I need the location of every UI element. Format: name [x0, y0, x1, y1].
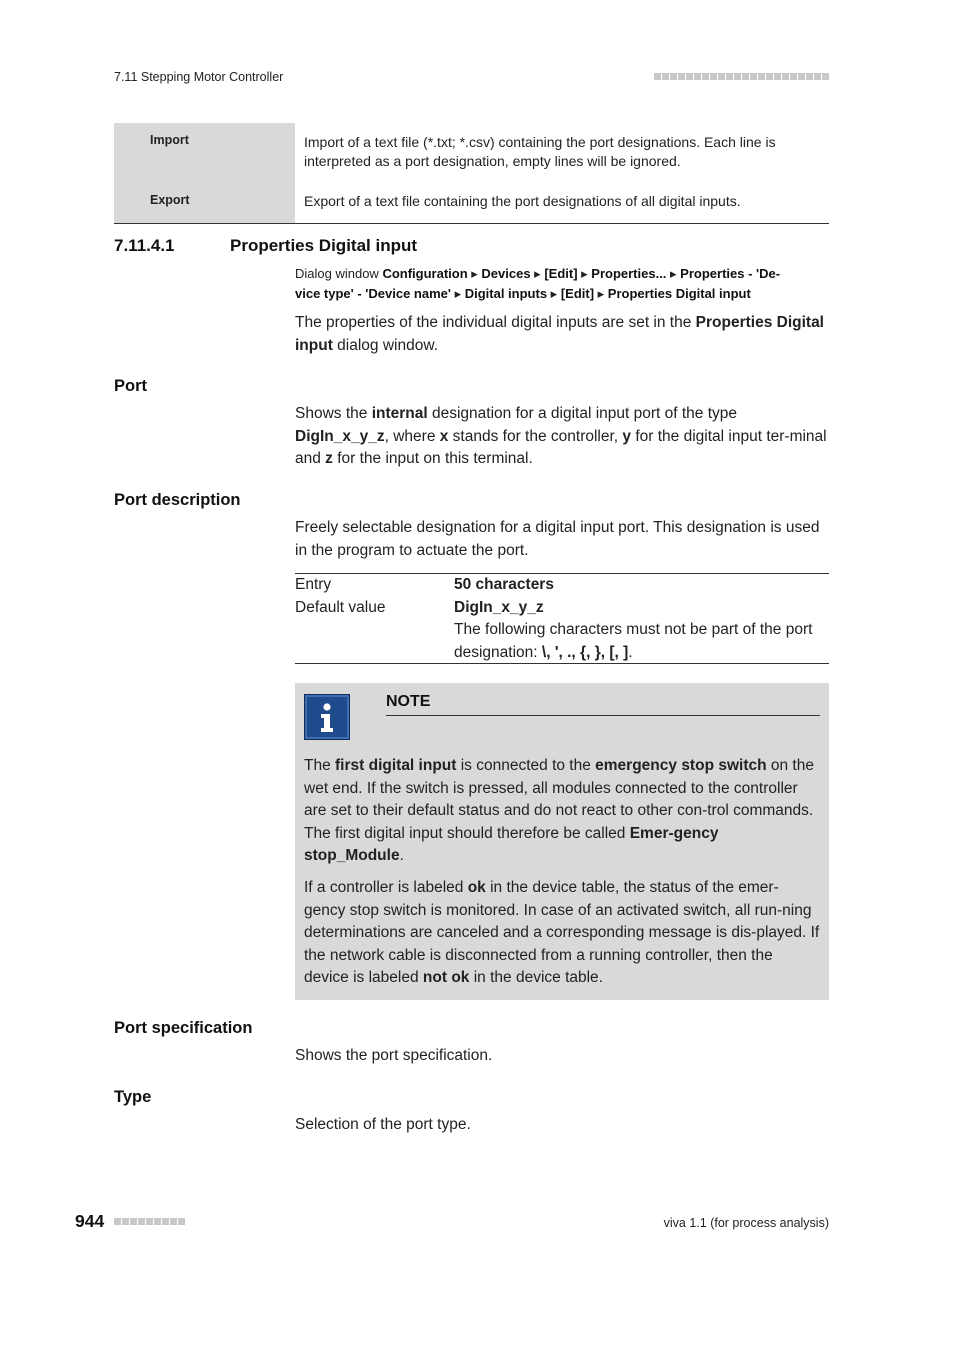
- note-bold: first digital input: [335, 757, 457, 774]
- port-text: Shows the: [295, 405, 372, 422]
- port-text: , where: [384, 427, 440, 445]
- port-bold: internal: [371, 405, 428, 422]
- restriction-text: The following characters must not be part of the port designation:: [454, 621, 813, 661]
- note-divider: [386, 715, 820, 716]
- entry-value: [454, 574, 826, 597]
- port-text: for the digital input ter-minal and: [295, 427, 827, 467]
- note-title: NOTE: [386, 693, 431, 710]
- path-step: [Edit]: [544, 266, 578, 281]
- forbidden-characters: \, ', ., {, }, [, ]: [541, 643, 629, 661]
- footer-decoration: [114, 1218, 185, 1225]
- port-text: stands for the controller,: [448, 427, 623, 445]
- export-description: Export of a text file containing the port designations of all digital inputs.: [304, 193, 741, 209]
- port-text: designation for a digital input port of the type: [427, 405, 738, 422]
- port-description-paragraph: Freely selectable designation for a digital input port. This designation is used in the program to actuate the port.: [295, 519, 820, 559]
- buttons-table: [114, 123, 829, 224]
- export-label: Export: [150, 193, 190, 207]
- dialog-path-line-2: vice type' - 'Device name' ▸ Digital inputs ▸ [Edit] ▸ Properties Digital input: [295, 285, 751, 301]
- note-paragraph-2: [304, 877, 820, 990]
- note-bold: not ok: [422, 969, 470, 986]
- header-decoration: [654, 73, 829, 80]
- port-bold: y: [622, 427, 632, 445]
- port-description-heading: Port description: [114, 491, 241, 509]
- path-step: vice type' - 'Device name': [295, 285, 451, 301]
- port-bold: x: [439, 427, 449, 445]
- note-text: on the wet end. If the switch is pressed, all modules connected to the controller are set to their default status and do not react to other con-trol commands. The first digital input should therefore be called: [304, 757, 814, 842]
- type-heading: Type: [114, 1088, 152, 1106]
- buttons-table-label-column: [114, 123, 295, 223]
- path-step: Properties...: [591, 266, 667, 281]
- port-description-parameters: [295, 573, 829, 664]
- note-text: is connected to the: [456, 757, 596, 774]
- port-specification-heading: Port specification: [114, 1019, 253, 1037]
- type-paragraph: Selection of the port type.: [295, 1116, 471, 1133]
- entry-label: Entry: [295, 576, 332, 593]
- note-text: in the device table, the status of the emer-gency stop switch is monitored. In case of an activated switch, all run-ning determinations are canceled and a corresponding message is dis-played. If the network cable is disconnected from a running controller, then the device is labeled: [304, 879, 820, 986]
- note-bold: emergency stop switch: [595, 757, 767, 774]
- path-prefix: Dialog window: [295, 266, 383, 281]
- path-step: Properties Digital input: [607, 285, 751, 301]
- note-box: [295, 683, 829, 1000]
- page-number: 944: [75, 1211, 105, 1231]
- note-bold: Emer-gency stop_Module: [304, 824, 719, 864]
- path-step: Properties - 'De-: [680, 266, 781, 281]
- entry-value-text: 50 characters: [454, 576, 554, 593]
- port-paragraph: [295, 403, 829, 471]
- footer-product: viva 1.1 (for process analysis): [663, 1216, 829, 1230]
- import-description: Import of a text file (*.txt; *.csv) containing the port designations. Each line is interpreted as a port designation, empty lines will be ignored.: [304, 134, 776, 169]
- running-header: 7.11 Stepping Motor Controller: [114, 70, 284, 84]
- intro-text: dialog window.: [332, 336, 438, 354]
- intro-paragraph: [295, 312, 829, 357]
- path-step: Configuration: [382, 266, 468, 281]
- section-number: 7.11.4.1: [114, 236, 175, 255]
- path-step: [Edit]: [560, 285, 595, 301]
- note-text: The: [304, 757, 336, 774]
- import-label: Import: [150, 133, 189, 147]
- port-specification-paragraph: Shows the port specification.: [295, 1047, 493, 1064]
- note-bold: ok: [467, 879, 486, 896]
- port-bold: z: [325, 450, 333, 467]
- section-title: Properties Digital input: [230, 236, 418, 255]
- info-icon: [304, 694, 350, 740]
- port-heading: Port: [114, 377, 147, 395]
- default-value-label: Default value: [295, 598, 386, 616]
- intro-text: The properties of the individual digital inputs are set in the: [295, 314, 696, 331]
- default-value-text: DigIn_x_y_z: [454, 598, 544, 616]
- dialog-path-line-1: Dialog window Configuration ▸ Devices ▸ [Edit] ▸ Properties... ▸ Properties - 'De-: [295, 266, 781, 281]
- default-value: [454, 597, 826, 665]
- note-text: in the device table.: [469, 969, 603, 986]
- restriction-end: .: [628, 643, 633, 661]
- port-bold: DigIn_x_y_z: [295, 427, 385, 445]
- intro-bold: Properties Digital input: [295, 314, 824, 354]
- note-text: .: [399, 847, 404, 864]
- path-step: Digital inputs: [464, 285, 548, 301]
- dialog-path: [295, 264, 829, 303]
- port-text: for the input on this terminal.: [332, 450, 533, 467]
- path-step: Devices: [481, 266, 531, 281]
- note-paragraph-1: [304, 755, 820, 868]
- note-text: If a controller is labeled: [304, 879, 468, 896]
